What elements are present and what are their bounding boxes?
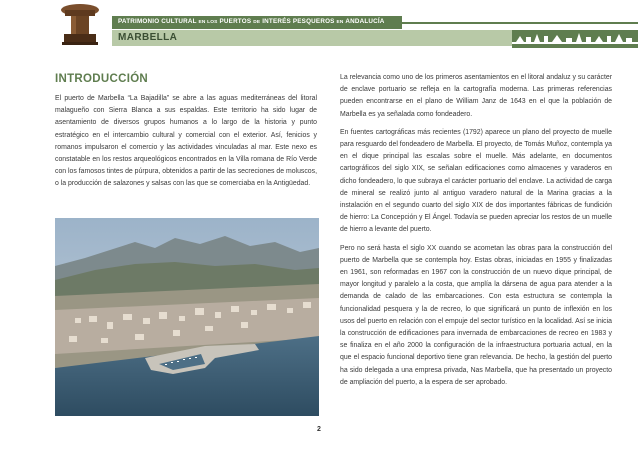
page-number: 2 [317, 426, 321, 433]
city-name: MARBELLA [118, 32, 178, 43]
town-skyline-icon [512, 24, 638, 48]
aerial-photo [55, 218, 319, 416]
intro-text [55, 93, 317, 191]
history-paragraph-3: Pero no será hasta el siglo XX cuando se acometan las obras para la construcción del puerto de Marbella que se contempla hoy. Estas obras, iniciadas en 1955 y finalizadas en 1961, son reformadas en 1967 con la construcción de un nuevo dique principal, de mayor longitud y paralelo a la costa, que amplía la dársena de agua para atender a la demanda de calado de las embarcaciones. Con esta estructura se contempla la funcionalidad pesquera y la de recreo, lo que significará un punto de inflexión en los usos del puerto en relación con el empuje del sector turístico en la localidad. Así se inicia la construcción de edificaciones para invernada de embarcaciones de recreo en 1983 y se finaliza en el año 2000 la configuración de la infraestructura portuaria actual, en la que el espacio funcional deportivo tiene gran relevancia. De hecho, la gestión del puerto ha sido delegada a una empresa privada, Nas Marbella, que ha presentado un proyecto de ampliación del puerto, a la espera de ser aprobado. [340, 244, 612, 386]
history-paragraph-2: En fuentes cartográficas más recientes (1792) aparece un plano del proyecto de muelle para resguardo del fondeadero de Marbella. El proyecto, de Tomás Muñoz, contempla ya en el dique principal las escalas sobre el muelle. Más adelante, en documentos cartográficos del siglo XIX, se señalan edificaciones como almacenes y varaderos en dicho fondeadero, lo que subraya el carácter portuario del enclave. La actividad de carga de mineral se realizó junto al antiguo varadero natural de la Marina gracias a la instalación en el segundo cuarto del siglo XIX de dos importantes fábricas de fundición de hierro: La Concepción y El Ángel. Todavía se pueden apreciar los restos de un muelle de hierro a levante del puerto. [340, 128, 612, 234]
page-header [0, 0, 638, 48]
series-title: PATRIMONIO CULTURAL EN LOS PUERTOS DE INTERÉS PESQUEROS EN ANDALUCÍA [118, 18, 385, 25]
history-text [340, 72, 612, 395]
history-paragraph-1: La relevancia como uno de los primeros asentamientos en el litoral andaluz y su carácter de enclave portuario se refleja en la cartografía moderna. Las primeras referencias pueden encontrarse en el plano de William Janz de 1643 en el que la población de Marbella es ya señalada como fondeadero. [340, 74, 612, 118]
bollard-icon [56, 2, 104, 46]
intro-paragraph: El puerto de Marbella “La Bajadilla” se abre a las aguas mediterráneas del litoral malagueño con Sierra Blanca a sus espaldas. Este territorio ha sido lugar de asentamiento de diversos grupos humanos a lo largo de la historia y punto estratégico en el intercambio cultural y comercial con el exterior. Así, fenicios y romanos impulsaron el comercio y las actividades vinculadas al mar. Este nexo es constatable en los restos arqueológicos encontrados en la Villa romana de Río Verde con los famosos tintes de púrpura, obtenidos a partir de las secreciones de moluscos, o la producción de salazones y salsas con las que se comerciaba en la Antigüedad. [55, 95, 317, 188]
section-heading: INTRODUCCIÓN [55, 73, 149, 85]
